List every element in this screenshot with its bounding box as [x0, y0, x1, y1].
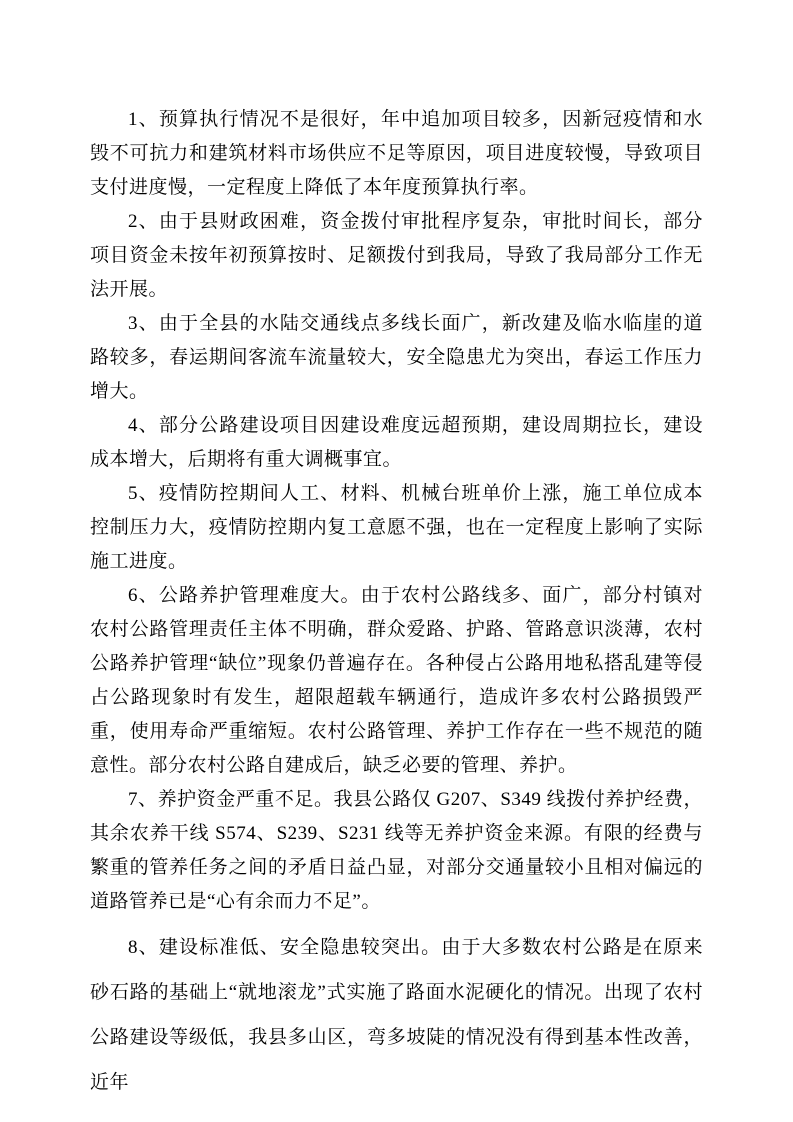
paragraph-5: 5、疫情防控期间人工、材料、机械台班单价上涨，施工单位成本控制压力大，疫情防控期内复工意愿不强，也在一定程度上影响了实际施工进度。 [90, 483, 703, 572]
paragraph-6: 6、公路养护管理难度大。由于农村公路线多、面广，部分村镇对农村公路管理责任主体不明确，群众爱路、护路、管路意识淡薄，农村公路养护管理“缺位”现象仍普遍存在。各种侵占公路用地私搭乱建等侵占公路现象时有发生，超限超载车辆通行，造成许多农村公路损毁严重，使用寿命严重缩短。农村公路管理、养护工作存在一些不规范的随意性。部分农村公路自建成后，缺乏必要的管理、养护。 [90, 585, 703, 776]
paragraph-4: 4、部分公路建设项目因建设难度远超预期，建设周期拉长，建设成本增大，后期将有重大调概事宜。 [90, 415, 703, 470]
paragraph-1: 1、预算执行情况不是很好，年中追加项目较多，因新冠疫情和水毁不可抗力和建筑材料市场供应不足等原因，项目进度较慢，导致项目支付进度慢，一定程度上降低了本年度预算执行率。 [90, 109, 703, 198]
paragraph-3: 3、由于全县的水陆交通线点多线长面广，新改建及临水临崖的道路较多，春运期间客流车流量较大，安全隐患尤为突出，春运工作压力增大。 [90, 313, 703, 402]
paragraph-2: 2、由于县财政困难，资金拨付审批程序复杂，审批时间长，部分项目资金未按年初预算按时、足额拨付到我局，导致了我局部分工作无法开展。 [90, 211, 703, 300]
paragraph-7: 7、养护资金严重不足。我县公路仅 G207、S349 线拨付养护经费，其余农养干线 S574、S239、S231 线等无养护资金来源。有限的经费与繁重的管养任务之间的矛盾日益凸显，对部分交通量较小且相对偏远的道路管养已是“心有余而力不足”。 [90, 789, 703, 912]
paragraph-8: 8、建设标准低、安全隐患较突出。由于大多数农村公路是在原来砂石路的基础上“就地滚龙”式实施了路面水泥硬化的情况。出现了农村公路建设等级低，我县多山区，弯多坡陡的情况没有得到基本性改善，近年 [90, 937, 703, 1093]
